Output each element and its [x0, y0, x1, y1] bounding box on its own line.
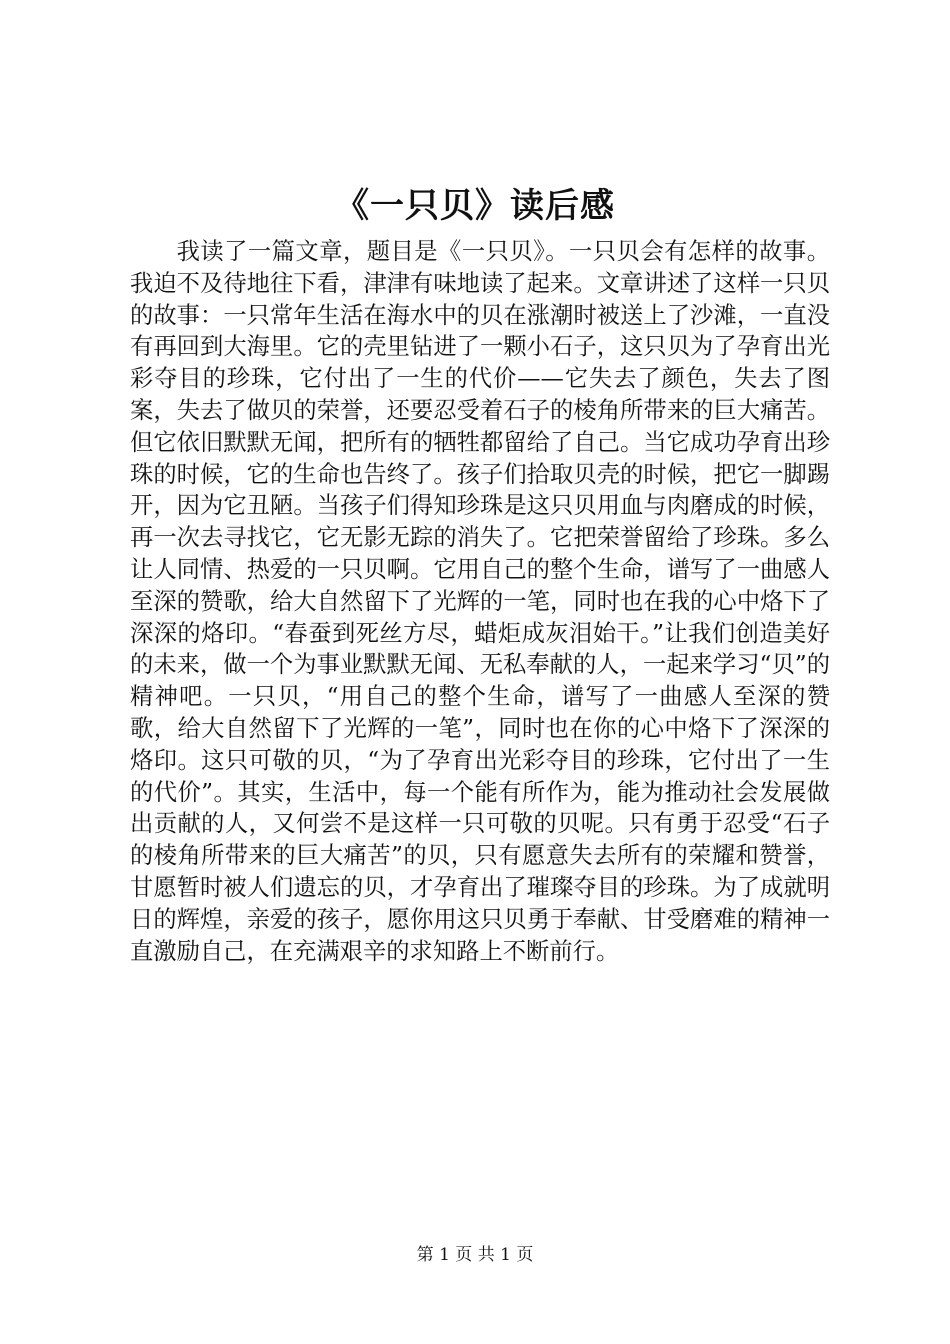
document-title: 《一只贝》读后感 [335, 186, 615, 226]
page-number-footer: 第 1 页 共 1 页 [416, 1245, 534, 1265]
body-paragraph: 我读了一篇文章，题目是《一只贝》。一只贝会有怎样的故事。我迫不及待地往下看，津津有味地读了起来。文章讲述了这样一只贝的故事：一只常年生活在海水中的贝在涨潮时被送上了沙滩，一直没有再回到大海里。它的壳里钻进了一颗小石子，这只贝为了孕育出光彩夺目的珍珠，它付出了一生的代价——它失去了颜色，失去了图案，失去了做贝的荣誉，还要忍受着石子的棱角所带来的巨大痛苦。但它依旧默默无闻，把所有的牺牲都留给了自己。当它成功孕育出珍珠的时候，它的生命也告终了。孩子们拾取贝壳的时候，把它一脚踢开，因为它丑陋。当孩子们得知珍珠是这只贝用血与肉磨成的时候，再一次去寻找它，它无影无踪的消失了。它把荣誉留给了珍珠。多么让人同情、热爱的一只贝啊。它用自己的整个生命，谱写了一曲感人至深的赞歌，给大自然留下了光辉的一笔，同时也在我的心中烙下了深深的烙印。“春蚕到死丝方尽，蜡炬成灰泪始干。”让我们创造美好的未来，做一个为事业默默无闻、无私奉献的人，一起来学习“贝”的精神吧。一只贝，“用自己的整个生命，谱写了一曲感人至深的赞歌，给大自然留下了光辉的一笔”，同时也在你的心中烙下了深深的烙印。这只可敬的贝，“为了孕育出光彩夺目的珍珠，它付出了一生的代价”。其实，生活中，每一个能有所作为，能为推动社会发展做出贡献的人，又何尝不是这样一只可敬的贝呢。只有勇于忍受“石子的棱角所带来的巨大痛苦”的贝，只有愿意失去所有的荣耀和赞誉，甘愿暂时被人们遗忘的贝，才孕育出了璀璨夺目的珍珠。为了成就明日的辉煌，亲爱的孩子，愿你用这只贝勇于奉献、甘受磨难的精神一直激励自己，在充满艰辛的求知路上不断前行。 [130, 238, 830, 965]
